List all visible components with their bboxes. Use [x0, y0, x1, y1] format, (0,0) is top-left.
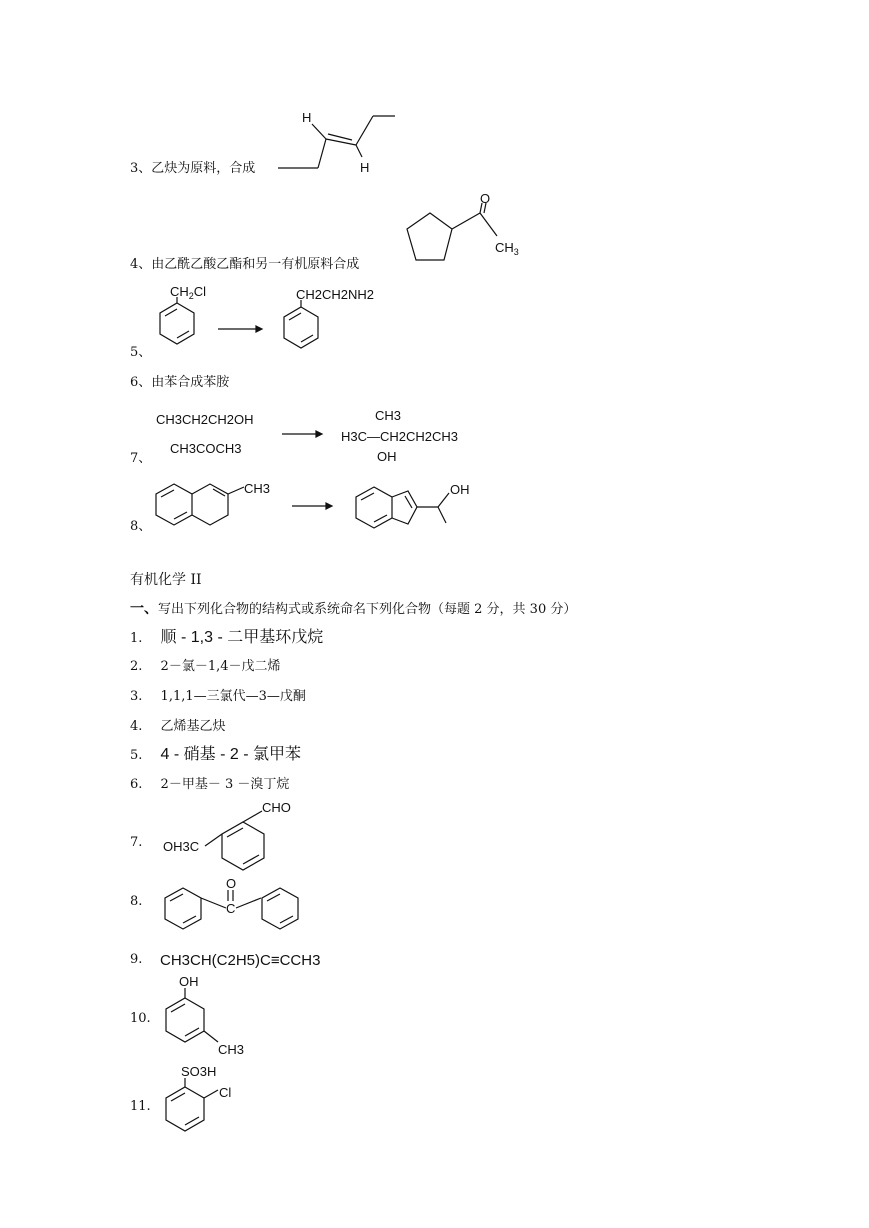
- structure-q8: [165, 876, 298, 929]
- q-3: [130, 689, 306, 705]
- item-3-text: 乙炔为原料，合成: [151, 161, 256, 176]
- ch2cl-label: $CH_2Cl$: [170, 284, 207, 301]
- q-4-text: 乙烯基乙炔: [160, 719, 226, 734]
- item-8-num: 8、: [130, 519, 152, 534]
- q-4-num: 4.: [130, 719, 143, 734]
- structure-q10: [166, 974, 244, 1057]
- section-text: 写出下列化合物的结构式或系统命名下列化合物（每题 2 分，共 30 分）: [158, 602, 577, 617]
- cho-label: CHO: [262, 800, 291, 815]
- q-7-num: 7.: [130, 835, 143, 850]
- amine-label: CH2CH2NH2: [296, 287, 375, 302]
- part2-structures: [0, 780, 869, 1200]
- reagent-2-label: CH3COCH3: [170, 441, 242, 456]
- q-5-num: 5.: [130, 748, 143, 763]
- structure-q11: [166, 1064, 231, 1131]
- q-9-num: 9.: [130, 952, 143, 967]
- prod7-main-label: H3C—CH2CH2CH3: [341, 429, 459, 444]
- q-3-text: 1,1,1—三氯代—3—戊酮: [160, 689, 306, 704]
- q-8-num: 8.: [130, 894, 143, 909]
- ketone-o-label: O: [480, 191, 491, 206]
- item-6-num: 6、: [130, 375, 152, 390]
- q-4: [130, 719, 226, 735]
- h-top-label: H: [302, 110, 312, 125]
- q-11-num: 11.: [130, 1099, 151, 1114]
- cl11-label: Cl: [219, 1085, 232, 1100]
- structure-item-8: [0, 0, 869, 600]
- alkyne-label: CH3CH(C2H5)C≡CCH3: [160, 952, 321, 969]
- item-4-num: 4、: [130, 257, 152, 272]
- section-instruction: [130, 601, 576, 618]
- carbonyl-o-label: O: [226, 876, 237, 891]
- item-5-num: 5、: [130, 345, 152, 360]
- q-2-num: 2.: [130, 659, 143, 674]
- q-6-num: 6.: [130, 777, 143, 792]
- prod7-ch3-label: CH3: [375, 408, 402, 423]
- q-1-text: 顺 - 1,3 - 二甲基环戊烷: [160, 629, 324, 646]
- r8-ch3-label: CH3: [244, 481, 271, 496]
- och3-label: OH3C: [163, 839, 200, 854]
- q-6-text: 2－甲基－ 3 －溴丁烷: [160, 777, 290, 792]
- ch3-10-label: CH3: [218, 1042, 245, 1057]
- q-1: [130, 630, 323, 647]
- item-6-text: 由苯合成苯胺: [151, 375, 230, 390]
- so3h-label: SO3H: [181, 1064, 217, 1079]
- q-3-num: 3.: [130, 689, 143, 704]
- section-number: 一、: [130, 601, 158, 617]
- q-1-num: 1.: [130, 631, 143, 646]
- item-4-text: 由乙酰乙酸乙酯和另一有机原料合成: [151, 257, 360, 272]
- oh10-label: OH: [179, 974, 199, 989]
- prod7-oh-label: OH: [377, 449, 397, 464]
- q-5-text: 4 - 硝基 - 2 - 氯甲苯: [160, 746, 302, 763]
- carbonyl-c-label: C: [226, 901, 236, 916]
- q-10-num: 10.: [130, 1011, 151, 1026]
- item-3-num: 3、: [130, 161, 152, 176]
- reagent-1-label: CH3CH2CH2OH: [156, 412, 254, 427]
- structure-q7: [163, 800, 291, 870]
- q-5: [130, 747, 301, 764]
- section-title: 有机化学 II: [130, 572, 202, 588]
- h-bottom-label: H: [360, 160, 370, 175]
- item-7-num: 7、: [130, 451, 152, 466]
- q-2-text: 2－氯－1,4－戊二烯: [160, 659, 281, 674]
- ketone-ch3-label: $CH_3$: [495, 240, 519, 257]
- q-2: [130, 659, 281, 675]
- p8-oh-label: OH: [450, 482, 470, 497]
